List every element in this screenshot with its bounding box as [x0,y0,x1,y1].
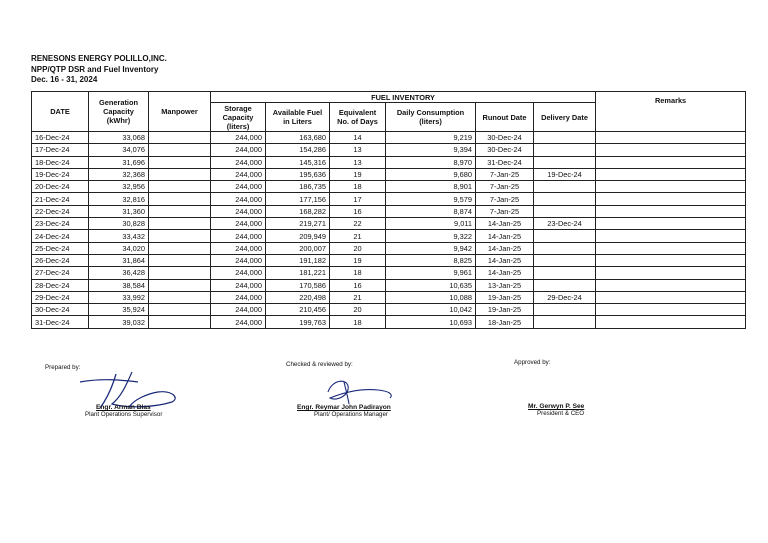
cell-available: 168,282 [266,205,330,217]
cell-available: 170,586 [266,279,330,291]
cell-available: 209,949 [266,230,330,242]
cell-date: 24-Dec-24 [32,230,89,242]
cell-delivery [534,267,596,279]
cell-runout: 7-Jan-25 [476,168,534,180]
cell-runout: 7-Jan-25 [476,181,534,193]
fuel-inventory-table [31,91,746,329]
cell-consumption: 8,970 [386,156,476,168]
col-available: Available Fuel in Liters [266,103,330,132]
checked-name: Engr. Reymar John Padirayon [297,404,391,411]
cell-storage: 244,000 [211,279,266,291]
cell-manpower [149,230,211,242]
cell-delivery [534,316,596,328]
cell-storage: 244,000 [211,181,266,193]
cell-runout: 14-Jan-25 [476,242,534,254]
cell-days: 17 [330,193,386,205]
table-row [32,316,746,328]
cell-days: 20 [330,304,386,316]
table-row [32,205,746,217]
cell-consumption: 9,219 [386,132,476,144]
prepared-name: Engr. Arman Blas [96,404,151,411]
cell-date: 26-Dec-24 [32,254,89,266]
cell-date: 22-Dec-24 [32,205,89,217]
cell-delivery [534,132,596,144]
cell-days: 16 [330,205,386,217]
cell-date: 18-Dec-24 [32,156,89,168]
cell-generation: 33,992 [89,291,149,303]
report-period: Dec. 16 - 31, 2024 [31,75,98,84]
cell-generation: 31,360 [89,205,149,217]
cell-remarks [596,242,746,254]
cell-generation: 31,864 [89,254,149,266]
cell-runout: 30-Dec-24 [476,144,534,156]
cell-storage: 244,000 [211,304,266,316]
cell-manpower [149,156,211,168]
cell-delivery [534,230,596,242]
cell-runout: 14-Jan-25 [476,254,534,266]
table-row [32,181,746,193]
cell-delivery: 23-Dec-24 [534,218,596,230]
cell-runout: 31-Dec-24 [476,156,534,168]
cell-manpower [149,181,211,193]
cell-manpower [149,144,211,156]
prepared-title: Plant Operations Supervisor [85,411,163,418]
cell-days: 18 [330,316,386,328]
cell-date: 31-Dec-24 [32,316,89,328]
cell-days: 21 [330,230,386,242]
cell-manpower [149,193,211,205]
cell-delivery [534,279,596,291]
col-remarks: Remarks [596,92,746,132]
cell-storage: 244,000 [211,254,266,266]
cell-storage: 244,000 [211,132,266,144]
cell-consumption: 9,322 [386,230,476,242]
cell-runout: 30-Dec-24 [476,132,534,144]
cell-manpower [149,267,211,279]
cell-consumption: 8,901 [386,181,476,193]
cell-date: 23-Dec-24 [32,218,89,230]
cell-available: 163,680 [266,132,330,144]
cell-date: 17-Dec-24 [32,144,89,156]
table-row [32,132,746,144]
cell-remarks [596,144,746,156]
col-delivery: Delivery Date [534,103,596,132]
cell-generation: 36,428 [89,267,149,279]
cell-runout: 14-Jan-25 [476,267,534,279]
cell-days: 21 [330,291,386,303]
cell-runout: 18-Jan-25 [476,316,534,328]
cell-remarks [596,230,746,242]
cell-days: 13 [330,156,386,168]
cell-date: 30-Dec-24 [32,304,89,316]
company-name: RENESONS ENERGY POLILLO,INC. [31,54,167,63]
col-runout: Runout Date [476,103,534,132]
cell-date: 25-Dec-24 [32,242,89,254]
cell-generation: 33,068 [89,132,149,144]
cell-available: 191,182 [266,254,330,266]
cell-available: 200,007 [266,242,330,254]
cell-runout: 14-Jan-25 [476,218,534,230]
cell-remarks [596,193,746,205]
cell-manpower [149,316,211,328]
cell-manpower [149,279,211,291]
cell-consumption: 10,088 [386,291,476,303]
cell-days: 19 [330,254,386,266]
cell-delivery [534,304,596,316]
cell-storage: 244,000 [211,193,266,205]
cell-delivery [534,193,596,205]
checked-title: Plant/ Operations Manager [314,411,388,418]
table-row [32,242,746,254]
cell-remarks [596,267,746,279]
cell-delivery [534,181,596,193]
cell-generation: 39,032 [89,316,149,328]
cell-available: 199,763 [266,316,330,328]
cell-days: 22 [330,218,386,230]
cell-manpower [149,132,211,144]
approved-label: Approved by: [514,359,551,366]
cell-days: 19 [330,168,386,180]
cell-storage: 244,000 [211,267,266,279]
cell-date: 27-Dec-24 [32,267,89,279]
cell-date: 28-Dec-24 [32,279,89,291]
cell-consumption: 10,635 [386,279,476,291]
cell-available: 154,286 [266,144,330,156]
cell-consumption: 8,874 [386,205,476,217]
table-body [32,132,746,329]
cell-runout: 13-Jan-25 [476,279,534,291]
cell-delivery: 19-Dec-24 [534,168,596,180]
cell-generation: 33,432 [89,230,149,242]
cell-delivery [534,242,596,254]
cell-remarks [596,316,746,328]
cell-remarks [596,279,746,291]
cell-consumption: 9,579 [386,193,476,205]
cell-days: 18 [330,181,386,193]
cell-storage: 244,000 [211,242,266,254]
cell-consumption: 9,942 [386,242,476,254]
cell-available: 220,498 [266,291,330,303]
cell-consumption: 9,680 [386,168,476,180]
cell-date: 20-Dec-24 [32,181,89,193]
prepared-label: Prepared by: [45,364,81,371]
col-generation: Generation Capacity (kWhr) [89,92,149,132]
cell-consumption: 10,042 [386,304,476,316]
cell-remarks [596,304,746,316]
table-row [32,144,746,156]
table-row [32,156,746,168]
cell-delivery [534,254,596,266]
cell-remarks [596,181,746,193]
table-row [32,304,746,316]
cell-remarks [596,291,746,303]
cell-available: 145,316 [266,156,330,168]
cell-delivery [534,156,596,168]
col-consumption: Daily Consumption (liters) [386,103,476,132]
cell-available: 181,221 [266,267,330,279]
cell-delivery [534,144,596,156]
col-date: DATE [32,92,89,132]
table-row [32,218,746,230]
table-row [32,193,746,205]
cell-storage: 244,000 [211,156,266,168]
cell-manpower [149,242,211,254]
cell-storage: 244,000 [211,144,266,156]
cell-consumption: 8,825 [386,254,476,266]
cell-consumption: 9,961 [386,267,476,279]
cell-runout: 19-Jan-25 [476,291,534,303]
cell-remarks [596,218,746,230]
cell-storage: 244,000 [211,316,266,328]
col-manpower: Manpower [149,92,211,132]
cell-storage: 244,000 [211,168,266,180]
fuel-inventory-group-header: FUEL INVENTORY [211,92,596,103]
cell-generation: 32,956 [89,181,149,193]
table-row [32,267,746,279]
cell-available: 219,271 [266,218,330,230]
cell-generation: 35,924 [89,304,149,316]
cell-generation: 34,020 [89,242,149,254]
cell-runout: 14-Jan-25 [476,230,534,242]
col-days: Equivalent No. of Days [330,103,386,132]
cell-remarks [596,156,746,168]
cell-remarks [596,254,746,266]
cell-days: 14 [330,132,386,144]
cell-days: 13 [330,144,386,156]
cell-generation: 32,816 [89,193,149,205]
cell-date: 21-Dec-24 [32,193,89,205]
cell-consumption: 10,693 [386,316,476,328]
cell-delivery: 29-Dec-24 [534,291,596,303]
cell-remarks [596,132,746,144]
cell-manpower [149,168,211,180]
cell-generation: 31,696 [89,156,149,168]
cell-date: 19-Dec-24 [32,168,89,180]
cell-manpower [149,254,211,266]
cell-storage: 244,000 [211,218,266,230]
table-row [32,279,746,291]
checked-label: Checked & reviewed by: [286,361,353,368]
cell-storage: 244,000 [211,230,266,242]
cell-manpower [149,205,211,217]
table-row [32,254,746,266]
cell-runout: 19-Jan-25 [476,304,534,316]
cell-storage: 244,000 [211,291,266,303]
cell-available: 186,735 [266,181,330,193]
cell-available: 177,156 [266,193,330,205]
cell-manpower [149,218,211,230]
cell-generation: 38,584 [89,279,149,291]
table-row [32,168,746,180]
cell-days: 20 [330,242,386,254]
col-storage: Storage Capacity (liters) [211,103,266,132]
cell-manpower [149,304,211,316]
table-row [32,291,746,303]
cell-date: 29-Dec-24 [32,291,89,303]
approved-title: President & CEO [537,410,585,417]
cell-consumption: 9,011 [386,218,476,230]
cell-runout: 7-Jan-25 [476,205,534,217]
cell-consumption: 9,394 [386,144,476,156]
cell-generation: 32,368 [89,168,149,180]
approved-name: Mr. Gerwyn P. See [528,403,585,410]
cell-manpower [149,291,211,303]
cell-remarks [596,205,746,217]
cell-delivery [534,205,596,217]
cell-available: 210,456 [266,304,330,316]
report-header [31,54,167,86]
cell-generation: 30,828 [89,218,149,230]
cell-runout: 7-Jan-25 [476,193,534,205]
cell-days: 18 [330,267,386,279]
table-row [32,230,746,242]
cell-remarks [596,168,746,180]
cell-days: 16 [330,279,386,291]
report-title: NPP/QTP DSR and Fuel Inventory [31,64,159,74]
cell-date: 16-Dec-24 [32,132,89,144]
cell-available: 195,636 [266,168,330,180]
cell-generation: 34,076 [89,144,149,156]
cell-storage: 244,000 [211,205,266,217]
